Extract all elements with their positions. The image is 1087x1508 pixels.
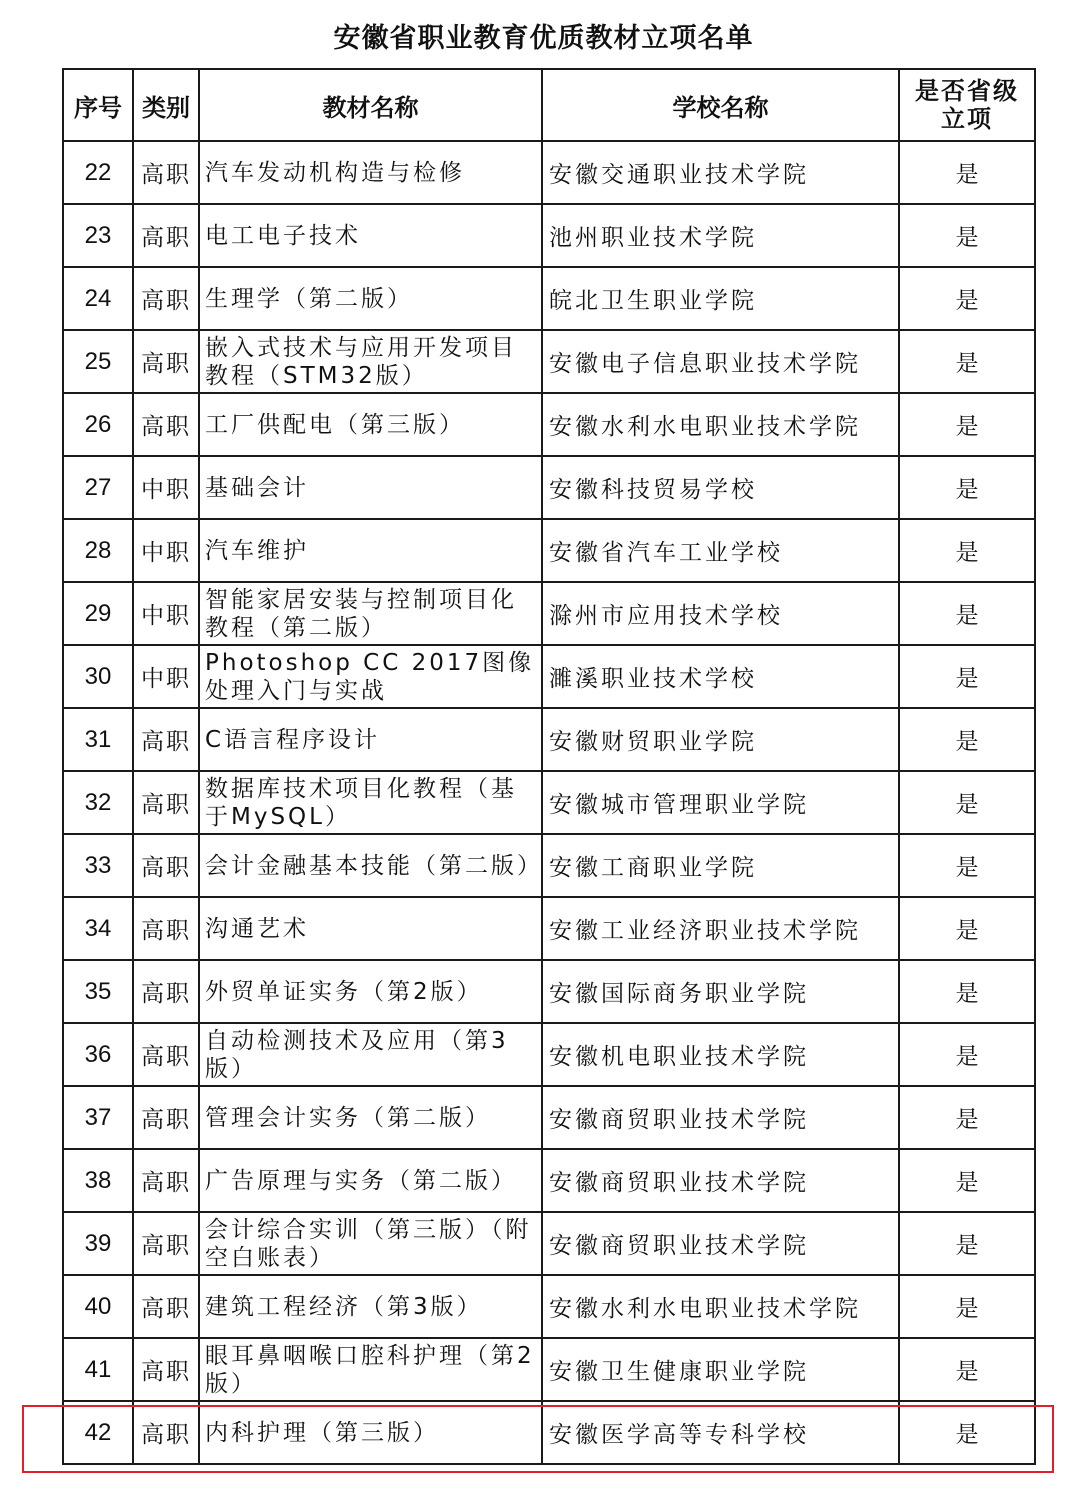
cell-provincial: 是 (899, 771, 1035, 834)
cell-category: 高职 (133, 1338, 199, 1401)
cell-no: 42 (63, 1401, 133, 1464)
cell-no: 29 (63, 582, 133, 645)
cell-school: 濉溪职业技术学校 (542, 645, 899, 708)
header-provincial-line2: 立项 (941, 105, 993, 133)
cell-textbook: 嵌入式技术与应用开发项目教程（STM32版） (199, 330, 542, 393)
cell-school: 安徽机电职业技术学院 (542, 1023, 899, 1086)
cell-no: 39 (63, 1212, 133, 1275)
cell-no: 34 (63, 897, 133, 960)
table-row (63, 204, 1035, 267)
table-row (63, 708, 1035, 771)
textbook-table (62, 68, 1036, 1465)
header-provincial (899, 69, 1035, 141)
cell-no: 38 (63, 1149, 133, 1212)
cell-provincial: 是 (899, 330, 1035, 393)
cell-provincial: 是 (899, 204, 1035, 267)
cell-textbook: 管理会计实务（第二版） (199, 1086, 542, 1149)
table-row (63, 519, 1035, 582)
cell-no: 24 (63, 267, 133, 330)
header-textbook: 教材名称 (199, 69, 542, 141)
table-row (63, 1149, 1035, 1212)
cell-school: 安徽工商职业学院 (542, 834, 899, 897)
cell-textbook: 广告原理与实务（第二版） (199, 1149, 542, 1212)
cell-school: 池州职业技术学院 (542, 204, 899, 267)
cell-textbook: 建筑工程经济（第3版） (199, 1275, 542, 1338)
cell-school: 安徽城市管理职业学院 (542, 771, 899, 834)
cell-school: 安徽科技贸易学校 (542, 456, 899, 519)
cell-school: 皖北卫生职业学院 (542, 267, 899, 330)
cell-provincial: 是 (899, 645, 1035, 708)
cell-textbook: 工厂供配电（第三版） (199, 393, 542, 456)
table-row (63, 456, 1035, 519)
cell-category: 高职 (133, 1212, 199, 1275)
table-row (63, 771, 1035, 834)
page-title: 安徽省职业教育优质教材立项名单 (333, 23, 754, 54)
cell-category: 高职 (133, 1023, 199, 1086)
table-row (63, 1086, 1035, 1149)
cell-textbook: 会计金融基本技能（第二版） (199, 834, 542, 897)
cell-category: 高职 (133, 960, 199, 1023)
cell-school: 安徽商贸职业技术学院 (542, 1212, 899, 1275)
cell-provincial: 是 (899, 582, 1035, 645)
cell-textbook: 眼耳鼻咽喉口腔科护理（第2版） (199, 1338, 542, 1401)
cell-textbook: 汽车维护 (199, 519, 542, 582)
table-header-row (63, 69, 1035, 141)
cell-category: 高职 (133, 897, 199, 960)
table-row (63, 834, 1035, 897)
cell-school: 安徽工业经济职业技术学院 (542, 897, 899, 960)
cell-category: 高职 (133, 1149, 199, 1212)
cell-provincial: 是 (899, 1023, 1035, 1086)
table-row (63, 645, 1035, 708)
cell-textbook: 基础会计 (199, 456, 542, 519)
cell-no: 27 (63, 456, 133, 519)
cell-category: 中职 (133, 645, 199, 708)
cell-school: 安徽财贸职业学院 (542, 708, 899, 771)
cell-provincial: 是 (899, 1338, 1035, 1401)
cell-school: 安徽交通职业技术学院 (542, 141, 899, 204)
cell-provincial: 是 (899, 708, 1035, 771)
cell-no: 22 (63, 141, 133, 204)
cell-no: 35 (63, 960, 133, 1023)
cell-provincial: 是 (899, 1401, 1035, 1464)
cell-category: 高职 (133, 708, 199, 771)
cell-provincial: 是 (899, 834, 1035, 897)
cell-provincial: 是 (899, 1149, 1035, 1212)
cell-provincial: 是 (899, 267, 1035, 330)
cell-no: 26 (63, 393, 133, 456)
cell-school: 安徽省汽车工业学校 (542, 519, 899, 582)
cell-textbook: 智能家居安装与控制项目化教程（第二版） (199, 582, 542, 645)
table-row (63, 1275, 1035, 1338)
cell-category: 高职 (133, 204, 199, 267)
cell-no: 37 (63, 1086, 133, 1149)
cell-no: 32 (63, 771, 133, 834)
table-row (63, 330, 1035, 393)
cell-no: 41 (63, 1338, 133, 1401)
cell-textbook: 生理学（第二版） (199, 267, 542, 330)
cell-category: 高职 (133, 393, 199, 456)
cell-category: 高职 (133, 1275, 199, 1338)
table-row (63, 1338, 1035, 1401)
cell-category: 高职 (133, 330, 199, 393)
cell-textbook: 电工电子技术 (199, 204, 542, 267)
cell-no: 23 (63, 204, 133, 267)
cell-provincial: 是 (899, 1275, 1035, 1338)
cell-school: 安徽商贸职业技术学院 (542, 1086, 899, 1149)
cell-category: 中职 (133, 582, 199, 645)
cell-no: 28 (63, 519, 133, 582)
cell-school: 安徽水利水电职业技术学院 (542, 1275, 899, 1338)
cell-textbook: C语言程序设计 (199, 708, 542, 771)
table-row (63, 1023, 1035, 1086)
cell-no: 36 (63, 1023, 133, 1086)
cell-provincial: 是 (899, 456, 1035, 519)
cell-school: 滁州市应用技术学校 (542, 582, 899, 645)
header-category: 类别 (133, 69, 199, 141)
cell-category: 高职 (133, 267, 199, 330)
table-row (63, 141, 1035, 204)
cell-textbook: 沟通艺术 (199, 897, 542, 960)
cell-category: 中职 (133, 456, 199, 519)
cell-school: 安徽水利水电职业技术学院 (542, 393, 899, 456)
table-row (63, 960, 1035, 1023)
cell-textbook: 数据库技术项目化教程（基于MySQL） (199, 771, 542, 834)
header-provincial-line1: 是否省级 (915, 77, 1019, 105)
header-school: 学校名称 (542, 69, 899, 141)
cell-category: 高职 (133, 1401, 199, 1464)
table-row (63, 393, 1035, 456)
cell-textbook: 自动检测技术及应用（第3版） (199, 1023, 542, 1086)
cell-textbook: 内科护理（第三版） (199, 1401, 542, 1464)
cell-school: 安徽医学高等专科学校 (542, 1401, 899, 1464)
cell-school: 安徽电子信息职业技术学院 (542, 330, 899, 393)
cell-no: 25 (63, 330, 133, 393)
cell-category: 高职 (133, 1086, 199, 1149)
cell-provincial: 是 (899, 1086, 1035, 1149)
cell-category: 高职 (133, 141, 199, 204)
cell-provincial: 是 (899, 393, 1035, 456)
table-row (63, 582, 1035, 645)
cell-provincial: 是 (899, 1212, 1035, 1275)
cell-no: 33 (63, 834, 133, 897)
cell-school: 安徽卫生健康职业学院 (542, 1338, 899, 1401)
cell-textbook: 外贸单证实务（第2版） (199, 960, 542, 1023)
table-row (63, 1212, 1035, 1275)
cell-textbook: 汽车发动机构造与检修 (199, 141, 542, 204)
table-row (63, 897, 1035, 960)
cell-textbook: 会计综合实训（第三版）（附空白账表） (199, 1212, 542, 1275)
cell-provincial: 是 (899, 519, 1035, 582)
cell-no: 40 (63, 1275, 133, 1338)
cell-provincial: 是 (899, 960, 1035, 1023)
cell-no: 30 (63, 645, 133, 708)
cell-provincial: 是 (899, 897, 1035, 960)
cell-school: 安徽商贸职业技术学院 (542, 1149, 899, 1212)
header-no: 序号 (63, 69, 133, 141)
cell-category: 中职 (133, 519, 199, 582)
table-row (63, 267, 1035, 330)
cell-category: 高职 (133, 834, 199, 897)
table-row (63, 1401, 1035, 1464)
cell-textbook: Photoshop CC 2017图像处理入门与实战 (199, 645, 542, 708)
cell-no: 31 (63, 708, 133, 771)
cell-category: 高职 (133, 771, 199, 834)
cell-school: 安徽国际商务职业学院 (542, 960, 899, 1023)
cell-provincial: 是 (899, 141, 1035, 204)
